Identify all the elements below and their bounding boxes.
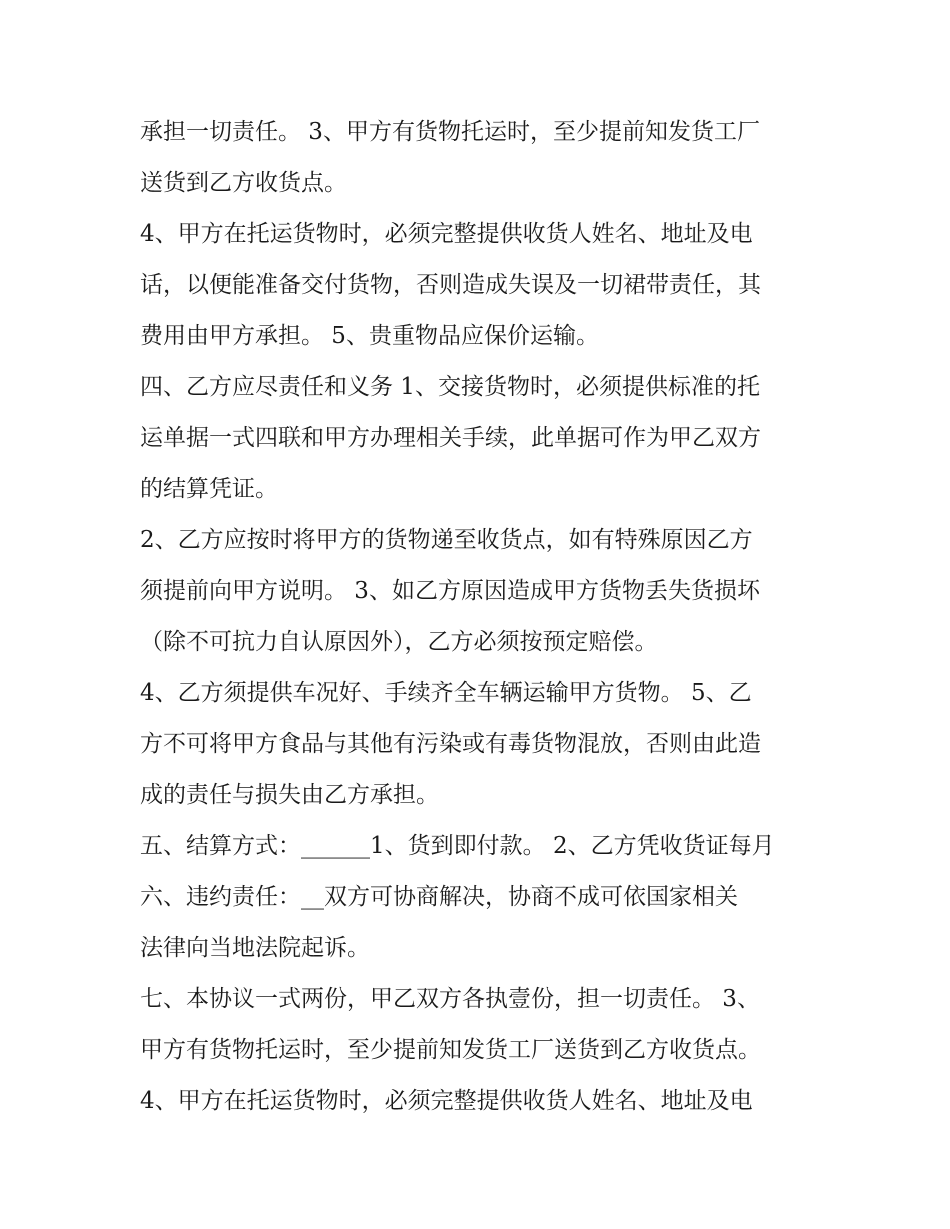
- text-line: 4、甲方在托运货物时，必须完整提供收货人姓名、地址及电: [140, 221, 753, 247]
- text-line: 方不可将甲方食品与其他有污染或有毒货物混放，否则由此造: [140, 731, 761, 757]
- text-line: 送货到乙方收货点。: [140, 170, 347, 196]
- text-line: （除不可抗力自认原因外），乙方必须按预定赔偿。: [140, 629, 658, 655]
- text-line: 话，以便能准备交付货物，否则造成失误及一切裙带责任，其: [140, 272, 761, 298]
- text-line: 2、乙方应按时将甲方的货物递至收货点，如有特殊原因乙方: [140, 527, 753, 553]
- text-line: 七、本协议一式两份，甲乙双方各执壹份，担一切责任。 3、: [140, 986, 760, 1012]
- text-line: 4、甲方在托运货物时，必须完整提供收货人姓名、地址及电: [140, 1088, 753, 1114]
- text-line: 4、乙方须提供车况好、手续齐全车辆运输甲方货物。 5、乙: [140, 680, 752, 706]
- text-line: 五、结算方式：______1、货到即付款。 2、乙方凭收货证每月: [140, 833, 775, 859]
- text-line: 费用由甲方承担。 5、贵重物品应保价运输。: [140, 323, 599, 349]
- text-line: 甲方有货物托运时，至少提前知发货工厂送货到乙方收货点。: [140, 1037, 761, 1063]
- text-line: 成的责任与损失由乙方承担。: [140, 782, 439, 808]
- text-line: 运单据一式四联和甲方办理相关手续，此单据可作为甲乙双方: [140, 425, 761, 451]
- text-line: 须提前向甲方说明。 3、如乙方原因造成甲方货物丢失货损坏: [140, 578, 760, 604]
- text-line: 六、违约责任：__双方可协商解决，协商不成可依国家相关: [140, 884, 738, 910]
- text-line: 四、乙方应尽责任和义务 1、交接货物时，必须提供标准的托: [140, 374, 760, 400]
- text-line: 的结算凭证。: [140, 476, 278, 502]
- document-body: [140, 107, 820, 1127]
- text-line: 法律向当地法院起诉。: [140, 935, 370, 961]
- text-line: 承担一切责任。 3、甲方有货物托运时，至少提前知发货工厂: [140, 119, 760, 145]
